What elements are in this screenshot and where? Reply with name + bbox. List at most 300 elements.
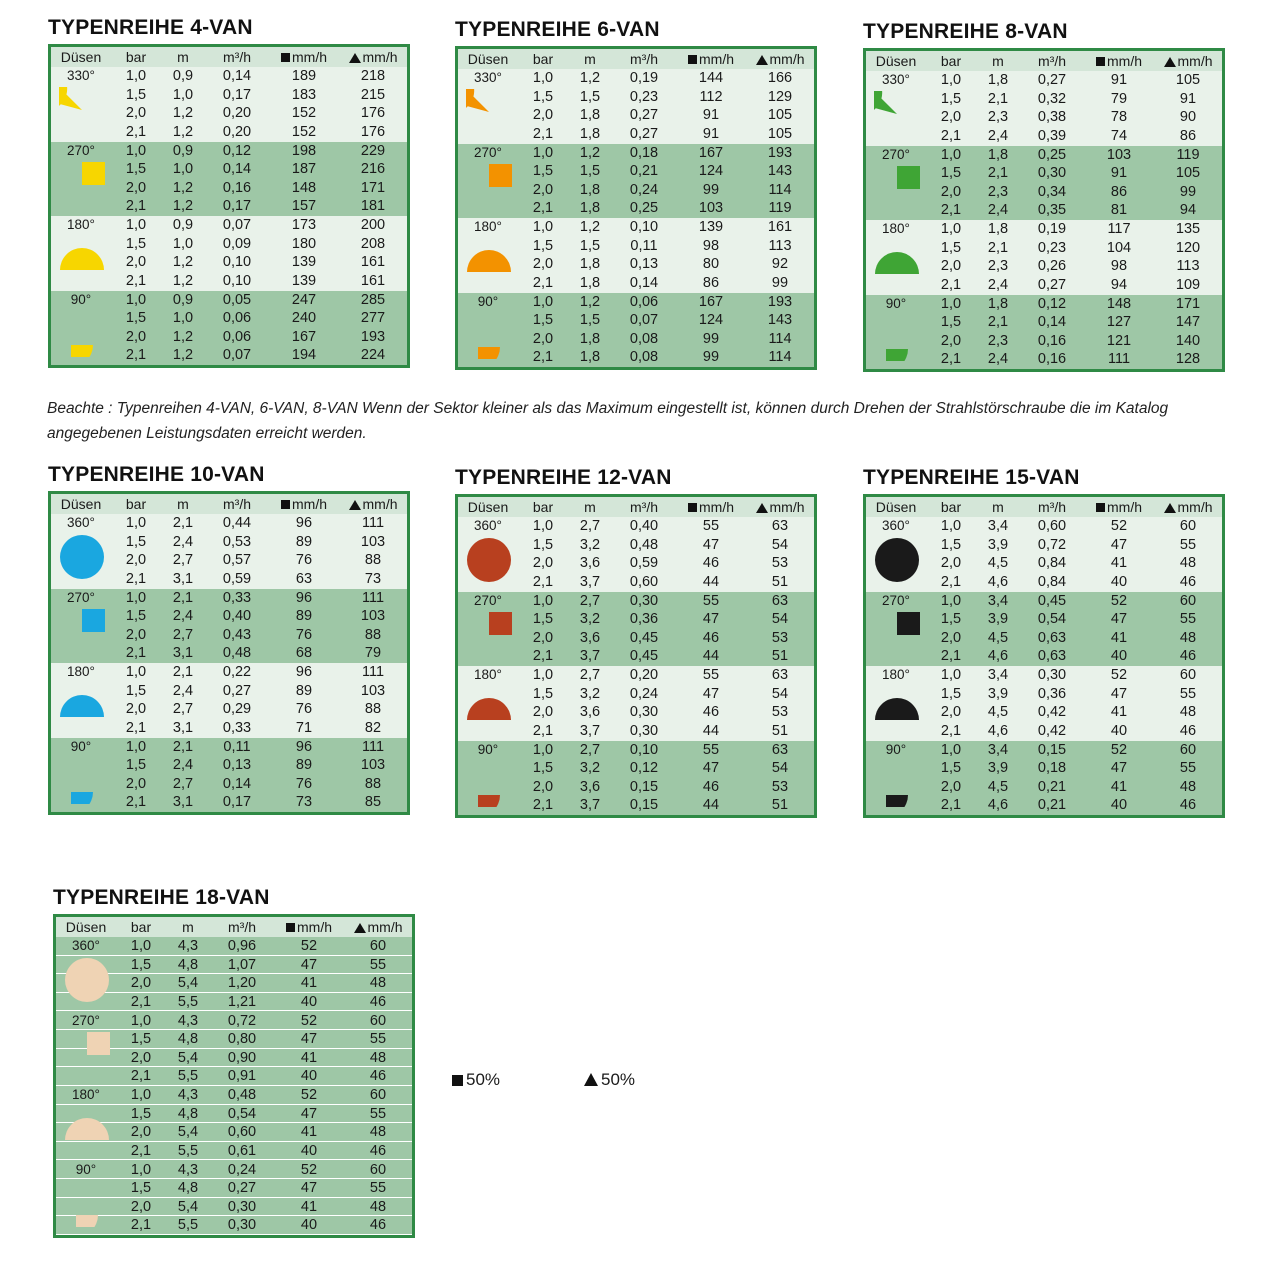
flow-cell: 0,90: [227, 1049, 257, 1066]
pressure-cell: 2,0: [125, 552, 147, 569]
radius-cell: 2,7: [172, 552, 194, 569]
flow-cell: 0,16: [222, 179, 252, 196]
radius-cell: 2,3: [987, 332, 1009, 349]
precip-square-cell: 189: [291, 68, 317, 84]
arc-angle: 90°: [70, 738, 92, 754]
precip-triangle-cell: 103: [360, 757, 386, 774]
precip-triangle-cell: 48: [369, 1124, 387, 1141]
pressure-cell: 1,5: [940, 611, 962, 628]
precip-square-cell: 71: [295, 719, 313, 736]
precip-square-cell: 89: [295, 757, 313, 774]
flow-cell: 0,54: [227, 1105, 257, 1122]
precip-square-cell: 52: [300, 1161, 318, 1178]
precip-triangle-cell: 103: [360, 608, 386, 625]
flow-cell: 0,30: [629, 592, 659, 609]
spray-pattern-icon: [874, 240, 920, 286]
radius-cell: 2,1: [172, 515, 194, 531]
precip-square-cell: 52: [300, 1012, 318, 1029]
flow-cell: 0,17: [222, 86, 252, 103]
precip-triangle-cell: 105: [767, 125, 793, 142]
arc-group: [51, 291, 407, 366]
flow-cell: 0,12: [222, 142, 252, 159]
spray-pattern-icon: [874, 612, 920, 658]
precip-square-cell: 98: [702, 237, 720, 254]
column-header-label: m: [992, 499, 1004, 515]
precip-square-cell: 76: [295, 552, 313, 569]
precip-square-cell: 44: [702, 722, 720, 739]
column-header-label: mm/h: [769, 51, 805, 67]
column-header-label: mm/h: [362, 496, 398, 512]
radius-cell: 1,2: [579, 219, 601, 235]
precip-square-cell: 52: [1110, 518, 1128, 534]
precip-square-cell: 40: [1110, 722, 1128, 739]
spray-pattern-icon: [59, 236, 105, 282]
flow-cell: 0,60: [1037, 518, 1067, 534]
square-icon: [286, 923, 295, 932]
precip-triangle-cell: 99: [1179, 183, 1197, 200]
pressure-cell: 2,1: [125, 570, 147, 587]
triangle-icon: [756, 55, 768, 65]
precip-triangle-cell: 91: [1179, 90, 1197, 107]
flow-cell: 0,16: [1037, 351, 1067, 368]
precip-square-cell: 79: [1110, 90, 1128, 107]
pressure-cell: 1,0: [532, 592, 554, 609]
precip-triangle-cell: 229: [360, 142, 386, 159]
nozzle-table: [863, 48, 1225, 372]
precip-square-cell: 148: [291, 179, 317, 196]
column-header: [518, 497, 568, 517]
arc-angle: 180°: [67, 217, 95, 232]
pressure-cell: 1,5: [532, 88, 554, 105]
radius-cell: 3,4: [987, 592, 1009, 609]
flow-cell: 0,72: [227, 1012, 257, 1029]
pressure-cell: 1,0: [940, 592, 962, 609]
flow-cell: 0,30: [227, 1217, 257, 1234]
pressure-cell: 1,5: [125, 235, 147, 252]
flow-cell: 0,10: [629, 219, 659, 235]
precip-triangle-cell: 60: [1179, 741, 1197, 758]
pressure-cell: 2,1: [940, 351, 962, 368]
precip-square-cell: 76: [295, 775, 313, 792]
precip-square-cell: 103: [698, 200, 724, 217]
flow-cell: 0,20: [222, 123, 252, 140]
flow-cell: 0,84: [1037, 573, 1067, 590]
pressure-cell: 2,1: [532, 200, 554, 217]
radius-cell: 1,0: [172, 235, 194, 252]
spray-pattern-icon: [59, 534, 105, 580]
square-icon: [688, 55, 697, 64]
radius-cell: 2,1: [987, 314, 1009, 331]
precip-triangle-cell: 55: [369, 1180, 387, 1197]
arc-angle: 270°: [882, 592, 910, 608]
pressure-cell: 1,5: [125, 86, 147, 103]
column-header: [568, 497, 612, 517]
radius-cell: 2,4: [987, 276, 1009, 293]
radius-cell: 1,2: [172, 272, 194, 289]
precip-triangle-cell: 109: [1175, 276, 1201, 293]
radius-cell: 1,8: [579, 200, 601, 217]
precip-triangle-cell: 94: [1179, 202, 1197, 219]
series-title: TYPENREIHE 18-VAN: [53, 886, 270, 909]
pressure-cell: 2,1: [532, 722, 554, 739]
arc-angle: 360°: [67, 515, 95, 530]
precip-triangle-cell: 73: [364, 570, 382, 587]
precip-square-cell: 41: [300, 1198, 318, 1215]
flow-cell: 0,06: [222, 328, 252, 345]
radius-cell: 4,8: [177, 1105, 199, 1122]
precip-triangle-cell: 60: [1179, 592, 1197, 609]
pressure-cell: 1,5: [940, 239, 962, 256]
legend-triangle: [584, 1068, 635, 1092]
pressure-cell: 1,5: [130, 1031, 152, 1048]
precip-triangle-cell: 143: [767, 312, 793, 329]
nozzle-table: [53, 914, 415, 1238]
radius-cell: 2,3: [987, 109, 1009, 126]
precip-triangle-cell: 161: [360, 254, 386, 271]
arc-angle: 360°: [882, 518, 910, 533]
pressure-cell: 1,5: [532, 760, 554, 777]
radius-cell: 3,4: [987, 741, 1009, 758]
column-header-label: m³/h: [228, 919, 256, 935]
radius-cell: 3,2: [579, 536, 601, 553]
precip-square-cell: 46: [702, 555, 720, 572]
precip-square-cell: 89: [295, 682, 313, 699]
arc-angle: 90°: [70, 291, 92, 307]
arc-angle: 360°: [72, 938, 100, 953]
precip-triangle-cell: 54: [771, 685, 789, 702]
precip-triangle-cell: 48: [1179, 629, 1197, 646]
column-header: [518, 49, 568, 69]
column-header-label: Düsen: [60, 49, 102, 65]
radius-cell: 1,2: [579, 293, 601, 310]
column-header-label: Düsen: [60, 496, 102, 512]
arc-angle: 90°: [75, 1161, 97, 1177]
radius-cell: 3,9: [987, 760, 1009, 777]
column-header: [56, 917, 116, 937]
radius-cell: 2,1: [987, 90, 1009, 107]
flow-cell: 0,14: [222, 775, 252, 792]
flow-cell: 0,27: [227, 1180, 257, 1197]
radius-cell: 1,2: [579, 70, 601, 86]
precip-square-cell: 44: [702, 797, 720, 814]
arc-group: [458, 592, 814, 667]
precip-triangle-cell: 181: [360, 198, 386, 215]
flow-cell: 0,11: [223, 738, 251, 755]
precip-triangle-cell: 79: [364, 645, 382, 662]
pressure-cell: 2,1: [940, 127, 962, 144]
pressure-cell: 1,0: [940, 518, 962, 534]
column-header: [866, 497, 926, 517]
precip-square-cell: 41: [1110, 704, 1128, 721]
precip-square-cell: 52: [1110, 741, 1128, 758]
spray-pattern-icon: [59, 683, 105, 729]
flow-cell: 0,19: [1037, 221, 1067, 237]
pressure-cell: 2,1: [532, 125, 554, 142]
flow-cell: 0,57: [222, 552, 252, 569]
precip-triangle-cell: 63: [771, 518, 789, 534]
flow-cell: 0,14: [1037, 314, 1067, 331]
arc-group: [866, 592, 1222, 667]
pressure-cell: 2,0: [125, 328, 147, 345]
square-icon: [281, 53, 290, 62]
column-header-label: m: [182, 919, 194, 935]
radius-cell: 1,8: [987, 146, 1009, 163]
precip-triangle-cell: 111: [361, 738, 385, 755]
pressure-cell: 1,0: [125, 142, 147, 159]
precip-triangle-cell: 48: [1179, 778, 1197, 795]
pressure-cell: 2,0: [940, 629, 962, 646]
radius-cell: 3,7: [579, 648, 601, 665]
radius-cell: 3,1: [172, 645, 194, 662]
precip-square-cell: 52: [1110, 667, 1128, 683]
column-header: [51, 494, 111, 514]
pressure-cell: 1,0: [125, 589, 147, 606]
precip-square-cell: 167: [698, 293, 724, 310]
series-title: TYPENREIHE 10-VAN: [48, 463, 265, 486]
column-header: [269, 47, 339, 67]
pressure-cell: 2,0: [940, 258, 962, 275]
radius-cell: 1,2: [172, 105, 194, 122]
arc-group: [458, 144, 814, 219]
precip-square-cell: 91: [702, 107, 720, 124]
radius-cell: 3,1: [172, 794, 194, 811]
column-header-label: m: [584, 51, 596, 67]
arc-group: [458, 218, 814, 293]
table-header: [458, 497, 814, 517]
radius-cell: 3,6: [579, 555, 601, 572]
precip-square-cell: 40: [300, 1217, 318, 1234]
arc-group: [866, 295, 1222, 370]
precip-triangle-cell: 105: [1175, 165, 1201, 182]
pressure-cell: 1,5: [532, 163, 554, 180]
precip-square-cell: 103: [1106, 146, 1132, 163]
flow-cell: 0,44: [222, 515, 252, 531]
precip-square-cell: 124: [698, 312, 724, 329]
column-header: [746, 49, 814, 69]
arc-group: [458, 69, 814, 144]
precip-square-cell: 44: [702, 648, 720, 665]
precip-square-cell: 157: [291, 198, 317, 215]
flow-cell: 0,24: [227, 1161, 257, 1178]
radius-cell: 2,1: [172, 664, 194, 680]
radius-cell: 5,4: [177, 975, 199, 992]
triangle-icon: [1164, 57, 1176, 67]
precip-square-cell: 148: [1106, 295, 1132, 312]
precip-triangle-cell: 128: [1175, 351, 1201, 368]
flow-cell: 0,14: [629, 274, 659, 291]
radius-cell: 2,3: [987, 183, 1009, 200]
flow-cell: 0,17: [222, 794, 252, 811]
radius-cell: 1,0: [172, 161, 194, 178]
precip-square-cell: 47: [702, 685, 720, 702]
radius-cell: 1,8: [579, 181, 601, 198]
pressure-cell: 2,1: [125, 272, 147, 289]
nozzle-table: [455, 46, 817, 370]
column-header: [1154, 51, 1222, 71]
flow-cell: 0,91: [227, 1068, 257, 1085]
pressure-cell: 1,0: [940, 667, 962, 683]
column-header: [339, 47, 407, 67]
column-header-label: bar: [130, 919, 152, 935]
flow-cell: 1,21: [227, 993, 257, 1010]
pressure-cell: 1,0: [532, 667, 554, 683]
pressure-cell: 1,0: [125, 664, 147, 680]
arc-group: [56, 1086, 412, 1161]
radius-cell: 5,4: [177, 1049, 199, 1066]
precip-square-cell: 52: [300, 1087, 318, 1103]
radius-cell: 4,6: [987, 722, 1009, 739]
precip-triangle-cell: 285: [360, 291, 386, 308]
pressure-cell: 2,0: [125, 254, 147, 271]
pressure-cell: 1,5: [125, 533, 147, 550]
precip-square-cell: 47: [300, 1031, 318, 1048]
table-header: [56, 917, 412, 937]
precip-triangle-cell: 60: [369, 938, 387, 954]
precip-square-cell: 96: [295, 589, 313, 606]
pressure-cell: 2,0: [532, 629, 554, 646]
arc-angle: 330°: [67, 68, 95, 83]
pressure-cell: 2,0: [532, 555, 554, 572]
precip-square-cell: 47: [702, 536, 720, 553]
precip-triangle-cell: 92: [771, 256, 789, 273]
precip-triangle-cell: 46: [369, 1217, 387, 1234]
series-block: [863, 466, 1225, 818]
arc-angle: 90°: [885, 295, 907, 311]
series-title: TYPENREIHE 4-VAN: [48, 16, 253, 39]
pressure-cell: 2,0: [532, 778, 554, 795]
precip-triangle-cell: 55: [1179, 536, 1197, 553]
arc-group: [51, 67, 407, 142]
pressure-cell: 2,0: [532, 330, 554, 347]
radius-cell: 1,5: [579, 237, 601, 254]
arc-group: [56, 1161, 412, 1236]
precip-square-cell: 41: [1110, 629, 1128, 646]
column-header-label: m³/h: [223, 496, 251, 512]
series-block: [48, 16, 410, 368]
column-header-label: Düsen: [875, 53, 917, 69]
radius-cell: 1,5: [579, 312, 601, 329]
pressure-cell: 1,5: [130, 956, 152, 973]
pressure-cell: 2,1: [125, 719, 147, 736]
column-header-label: mm/h: [367, 919, 403, 935]
precip-triangle-cell: 48: [369, 975, 387, 992]
precip-square-cell: 63: [295, 570, 313, 587]
precip-square-cell: 96: [295, 664, 313, 680]
spray-pattern-icon: [874, 315, 920, 361]
radius-cell: 2,7: [172, 775, 194, 792]
arc-angle: 90°: [477, 293, 499, 309]
precip-square-cell: 86: [702, 274, 720, 291]
column-header-label: mm/h: [699, 499, 734, 515]
pressure-cell: 1,0: [940, 146, 962, 163]
flow-cell: 0,10: [222, 254, 252, 271]
column-header: [339, 494, 407, 514]
radius-cell: 4,3: [177, 1012, 199, 1029]
triangle-icon: [349, 500, 361, 510]
flow-cell: 0,39: [1037, 127, 1067, 144]
precip-triangle-cell: 48: [369, 1049, 387, 1066]
flow-cell: 0,63: [1037, 629, 1067, 646]
pressure-cell: 2,1: [130, 993, 152, 1010]
precip-triangle-cell: 51: [771, 722, 789, 739]
radius-cell: 3,1: [172, 570, 194, 587]
flow-cell: 0,21: [1037, 778, 1067, 795]
column-header: [1020, 497, 1084, 517]
flow-cell: 0,10: [629, 741, 659, 758]
series-block: [48, 463, 410, 815]
radius-cell: 4,5: [987, 704, 1009, 721]
precip-triangle-cell: 53: [771, 555, 789, 572]
arc-group: [866, 71, 1222, 146]
flow-cell: 0,12: [629, 760, 659, 777]
precip-square-cell: 46: [702, 629, 720, 646]
radius-cell: 1,0: [172, 310, 194, 327]
column-header: [976, 497, 1020, 517]
radius-cell: 1,2: [172, 123, 194, 140]
arc-angle: 330°: [882, 72, 910, 87]
flow-cell: 0,72: [1037, 536, 1067, 553]
precip-triangle-cell: 46: [1179, 573, 1197, 590]
radius-cell: 1,8: [987, 221, 1009, 237]
flow-cell: 0,15: [629, 778, 659, 795]
precip-square-cell: 40: [300, 1142, 318, 1159]
square-icon: [688, 503, 697, 512]
column-header-label: m: [992, 53, 1004, 69]
precip-square-cell: 167: [291, 328, 317, 345]
precip-triangle-cell: 218: [360, 68, 386, 84]
table-header: [51, 47, 407, 67]
column-header: [111, 47, 161, 67]
column-header: [676, 497, 746, 517]
arc-group: [866, 666, 1222, 741]
column-header-label: mm/h: [1107, 499, 1142, 515]
flow-cell: 0,06: [222, 310, 252, 327]
column-header: [1084, 497, 1154, 517]
radius-cell: 2,1: [172, 738, 194, 755]
column-header-label: mm/h: [292, 49, 327, 65]
radius-cell: 4,3: [177, 1087, 199, 1103]
column-header-label: mm/h: [362, 49, 398, 65]
column-header: [344, 917, 412, 937]
pressure-cell: 1,0: [532, 219, 554, 235]
pressure-cell: 2,1: [130, 1068, 152, 1085]
precip-square-cell: 127: [1106, 314, 1132, 331]
precip-triangle-cell: 103: [360, 682, 386, 699]
spray-pattern-icon: [64, 1106, 110, 1152]
precip-square-cell: 187: [291, 161, 317, 178]
flow-cell: 0,30: [629, 704, 659, 721]
precip-square-cell: 41: [300, 975, 318, 992]
radius-cell: 2,4: [172, 533, 194, 550]
flow-cell: 0,35: [1037, 202, 1067, 219]
radius-cell: 5,5: [177, 1068, 199, 1085]
nozzle-table: [48, 491, 410, 815]
triangle-icon: [349, 53, 361, 63]
column-header-label: mm/h: [292, 496, 327, 512]
radius-cell: 2,1: [987, 239, 1009, 256]
precip-square-cell: 47: [702, 760, 720, 777]
arc-group: [51, 216, 407, 291]
precip-triangle-cell: 105: [1175, 72, 1201, 88]
precip-triangle-cell: 166: [767, 70, 793, 86]
precip-square-cell: 91: [702, 125, 720, 142]
arc-group: [458, 666, 814, 741]
flow-cell: 0,48: [629, 536, 659, 553]
precip-triangle-cell: 193: [767, 293, 793, 310]
flow-cell: 0,20: [222, 105, 252, 122]
column-header: [676, 49, 746, 69]
precip-triangle-cell: 114: [768, 330, 792, 347]
